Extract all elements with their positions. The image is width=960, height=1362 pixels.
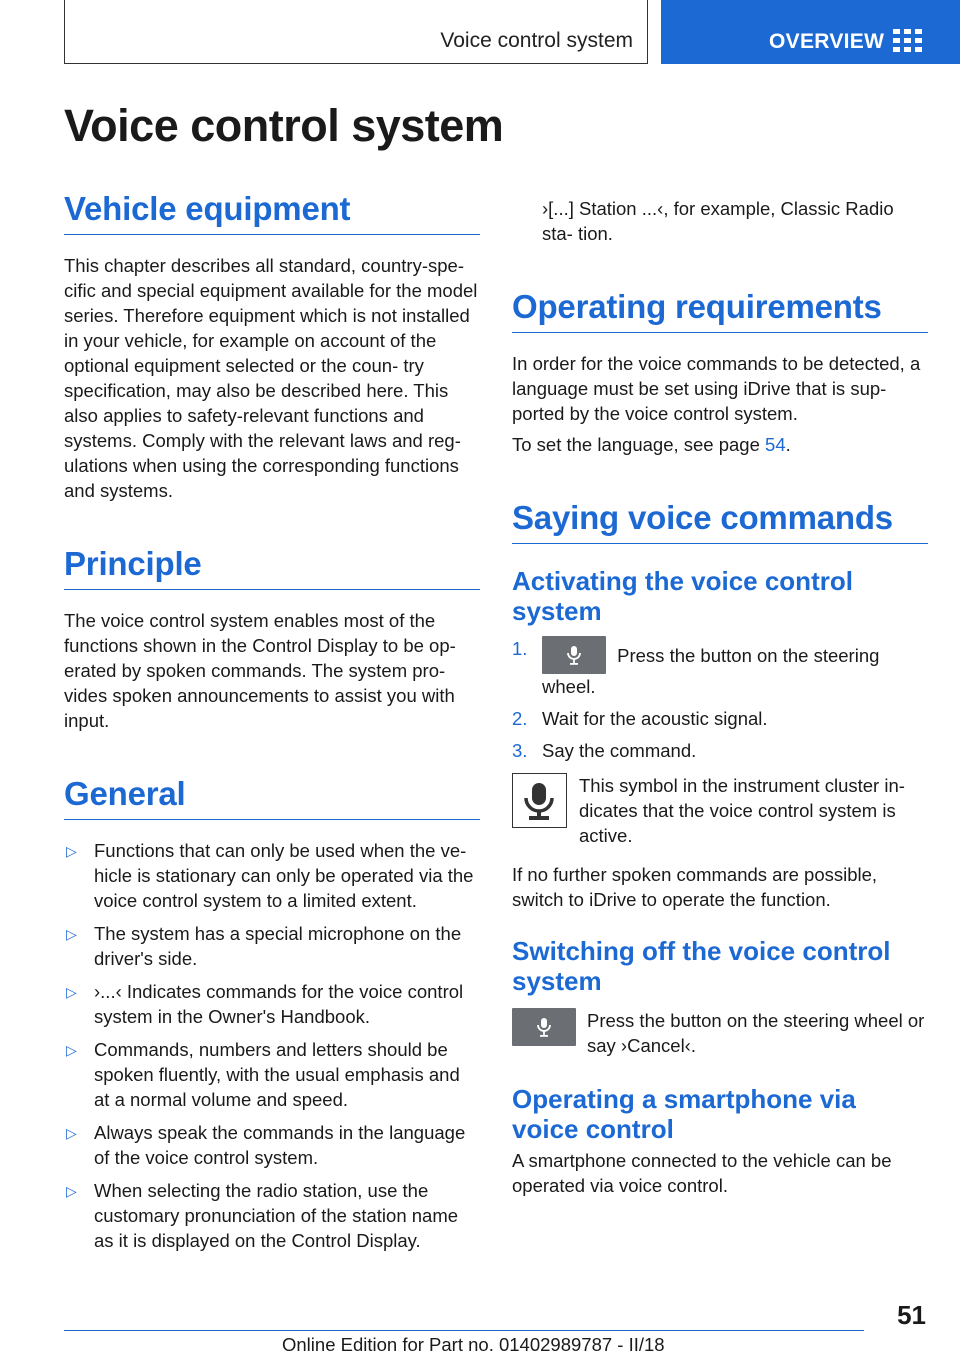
microphone-icon [512, 773, 567, 828]
activation-steps [512, 636, 928, 763]
list-item: ▷ Always speak the commands in the language of the voice control system. [66, 1122, 466, 1168]
vehicle-equipment-text: This chapter describes all standard, country-spe‐ cific and special equipment available for the model series. Therefore equipment which is not installed in your vehicle, for example on account of the optional equipment selected or the coun‐ try specification, may also be described here. This also applies to safety-relevant functions and systems. Comply with the relevant laws and reg‐ ulations when using the corresponding functions and systems. [64, 255, 478, 501]
microphone-button-icon [542, 636, 606, 674]
bullet-triangle-icon: ▷ [66, 984, 77, 1000]
section-heading-saying-voice-commands: Saying voice commands [512, 499, 928, 544]
overview-tab-label: OVERVIEW [769, 30, 885, 53]
symbol-description: This symbol in the instrument cluster in‐ dicates that the voice control system is active. [579, 775, 905, 846]
list-item: ▷ ›...‹ Indicates commands for the voice control system in the Owner's Handbook. [66, 981, 464, 1027]
bullet-triangle-icon: ▷ [66, 926, 77, 942]
right-column [512, 196, 928, 1198]
bullet-triangle-icon: ▷ [66, 843, 77, 859]
list-item: ▷ Functions that can only be used when the ve‐ hicle is stationary can only be operated via the voice control system to a limited extent. [66, 840, 474, 911]
bullet-triangle-icon: ▷ [66, 1183, 77, 1199]
section-heading-vehicle-equipment: Vehicle equipment [64, 190, 480, 235]
subheading-switching-off: Switching off the voice control system [512, 936, 891, 996]
bullet-continuation: ›[...] Station ...‹, for example, Classic Radio sta‐ tion. [542, 198, 894, 244]
language-page-ref: To set the language, see page 54. [512, 434, 791, 455]
general-bullet-list [64, 838, 480, 1253]
subheading-activating: Activating the voice control system [512, 566, 853, 626]
page-title: Voice control system [64, 100, 504, 151]
grid-icon [893, 29, 922, 52]
header-section-box [64, 0, 648, 64]
switching-off-note [512, 1008, 928, 1060]
header-section-title: Voice control system [440, 29, 633, 52]
footer-divider [64, 1330, 864, 1331]
principle-text: The voice control system enables most of the functions shown in the Control Display to be op‐ erated by spoken commands. The system pro‐ vides spoken announcements to assist you with input. [64, 610, 456, 731]
list-item: ▷ Commands, numbers and letters should be spoken fluently, with the usual emphasis and at a normal volume and speed. [66, 1039, 460, 1110]
microphone-button-icon [512, 1008, 576, 1046]
operating-requirements-text: In order for the voice commands to be detected, a language must be set using iDrive that is sup‐ ported by the voice control system. [512, 353, 921, 424]
bullet-triangle-icon: ▷ [66, 1125, 77, 1141]
subheading-smartphone: Operating a smartphone via voice control [512, 1084, 856, 1144]
section-heading-principle: Principle [64, 545, 480, 590]
list-item: 3. Say the command. [512, 740, 697, 761]
page-link-54[interactable]: 54 [765, 434, 786, 455]
no-further-commands-text: If no further spoken commands are possible, switch to iDrive to operate the function. [512, 864, 878, 910]
section-heading-operating-requirements: Operating requirements [512, 288, 928, 333]
switching-off-text: Press the button on the steering wheel or say ›Cancel‹. [587, 1010, 925, 1056]
symbol-note [512, 773, 928, 848]
bullet-triangle-icon: ▷ [66, 1042, 77, 1058]
list-item: 2. Wait for the acoustic signal. [512, 708, 768, 729]
list-item: 1. Press the button on the steering wheel. [512, 638, 880, 697]
section-heading-general: General [64, 775, 480, 820]
list-item: ▷ The system has a special microphone on the driver's side. [66, 923, 462, 969]
list-item: ▷ When selecting the radio station, use the customary pronunciation of the station name as it is displayed on the Control Display. [66, 1180, 459, 1251]
page-number: 51 [897, 1300, 926, 1330]
smartphone-text: A smartphone connected to the vehicle can be operated via voice control. [512, 1150, 892, 1196]
footer-edition: Online Edition for Part no. 01402989787 - II/18 [282, 1334, 665, 1355]
left-column [64, 190, 480, 1261]
overview-tab[interactable] [661, 0, 960, 64]
